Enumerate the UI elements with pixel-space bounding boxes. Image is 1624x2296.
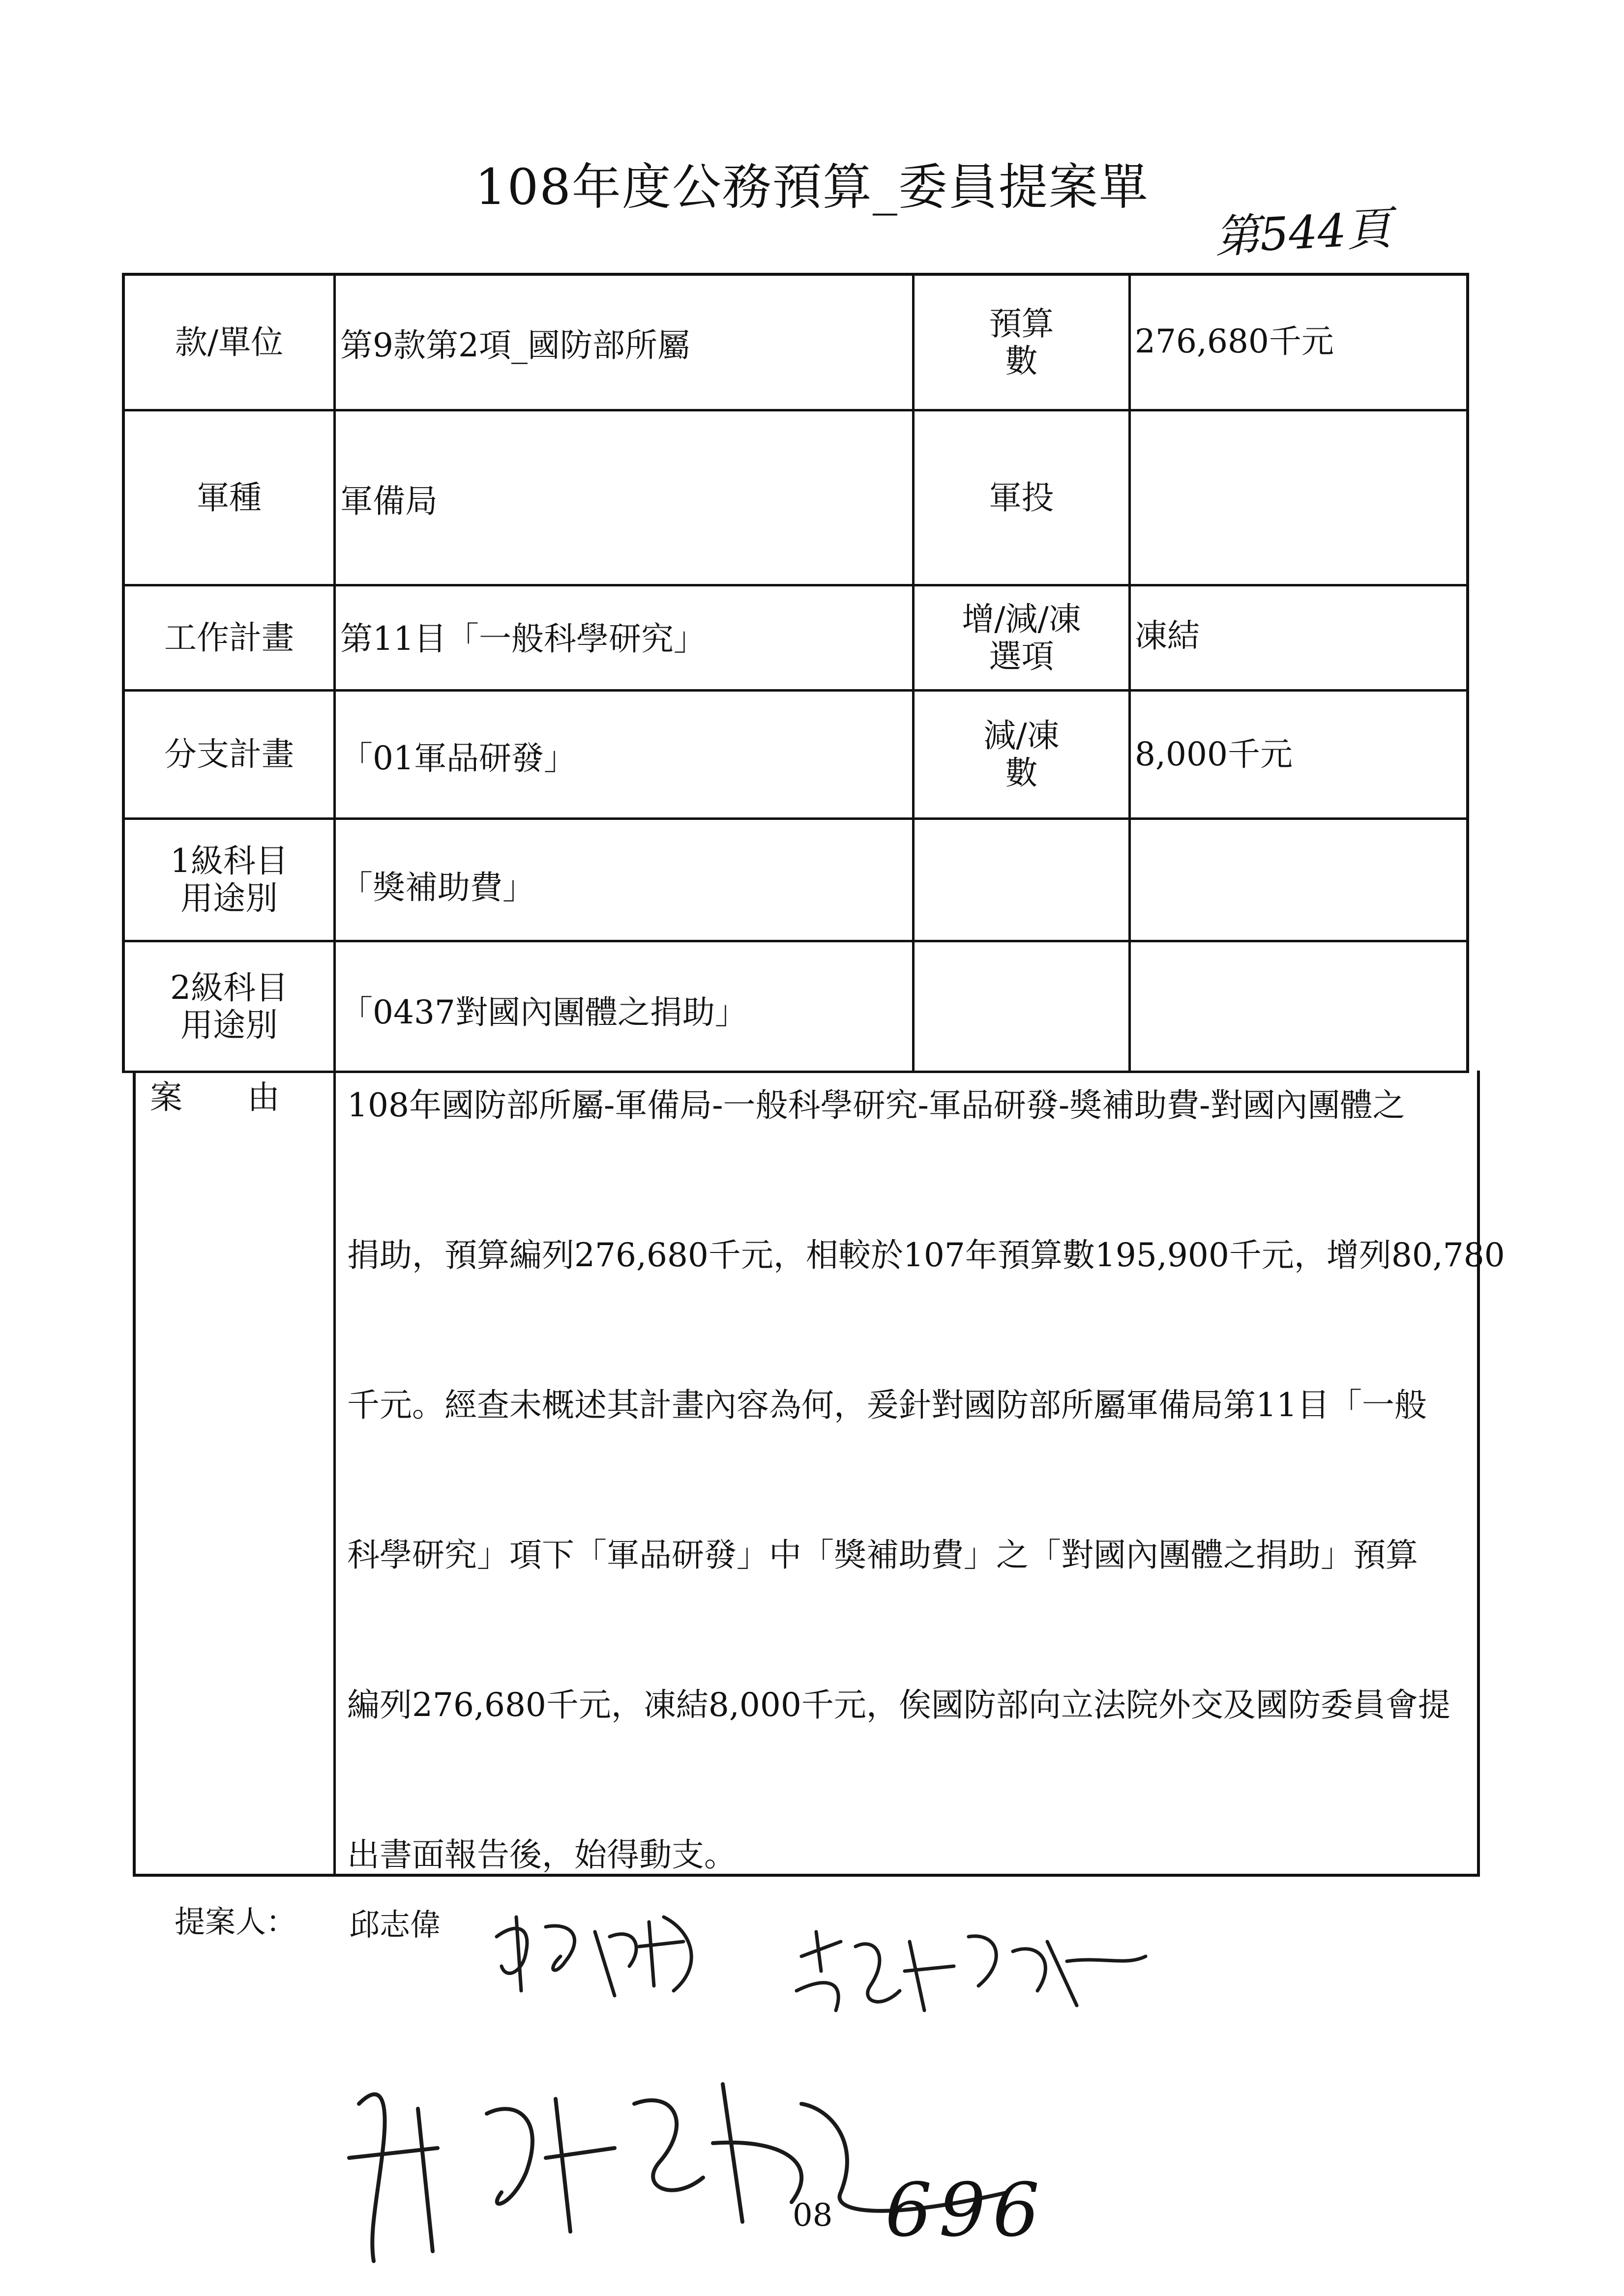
field-label-text: 減/凍數 [983,717,1060,792]
table-rule [122,1071,1469,1073]
row-value: 第9款第2項_國防部所屬 [340,326,690,364]
row-label-text: 1級科目用途別 [170,842,288,917]
row-value: 「01軍品研發」 [340,739,576,777]
field-label-text: 預算數 [989,304,1054,380]
field-label: 軍投 [989,478,1054,517]
signature-1 [487,1907,718,2005]
row-label: 工作計畫 [164,618,294,657]
reason-line: 千元。經查未概述其計畫內容為何，爰針對國防部所屬軍備局第11目「一般 [347,1386,1427,1424]
field-value: 8,000千元 [1135,735,1293,773]
proposer-label: 提案人： [175,1904,297,1940]
row-value: 「獎補助費」 [340,869,535,906]
row-value: 第11目「一般科學研究」 [340,620,706,658]
field-label-text: 增/減/凍選項 [962,600,1081,675]
reason-line: 捐助，預算編列276,680千元，相較於107年預算數195,900千元，增列80,780 [347,1236,1505,1274]
table-rule-vertical [333,273,336,1876]
reason-line: 108年國防部所屬-軍備局-一般科學研究-軍品研發-獎補助費-對國內團體之 [347,1086,1405,1124]
document-title: 108年度公務預算_委員提案單 [475,158,1149,216]
reason-line: 編列276,680千元，凍結8,000千元，俟國防部向立法院外交及國防委員會提 [347,1686,1450,1724]
row-label [125,942,333,1071]
page-code: 08 [793,2197,833,2234]
row-label: 款/單位 [175,323,284,361]
reason-label: 案 由 [150,1078,280,1116]
table-border-right [1477,1071,1480,1876]
row-label-text: 2級科目用途別 [170,968,288,1044]
table-border-right [1466,273,1469,1072]
row-label: 軍種 [197,478,262,517]
signature-2 [782,1912,1155,2040]
field-label [915,586,1128,689]
row-value: 「0437對國內團體之捐助」 [340,993,747,1031]
field-label [915,276,1128,409]
row-value: 軍備局 [340,482,438,520]
field-value: 276,680千元 [1135,322,1334,360]
page-number: 696 [885,2168,1047,2253]
reason-line: 科學研究」項下「軍品研發」中「獎補助費」之「對國內團體之捐助」預算 [347,1536,1418,1574]
table-rule-vertical [1128,273,1131,1072]
page-reference: 第544頁 [1213,202,1393,264]
field-label [915,692,1128,817]
proposer-name: 邱志偉 [349,1907,441,1943]
reason-line: 出書面報告後，始得動支。 [347,1836,737,1874]
table-border-left [133,1071,136,1876]
row-label: 分支計畫 [164,735,294,774]
field-value: 凍結 [1135,617,1200,655]
row-label [125,820,333,940]
